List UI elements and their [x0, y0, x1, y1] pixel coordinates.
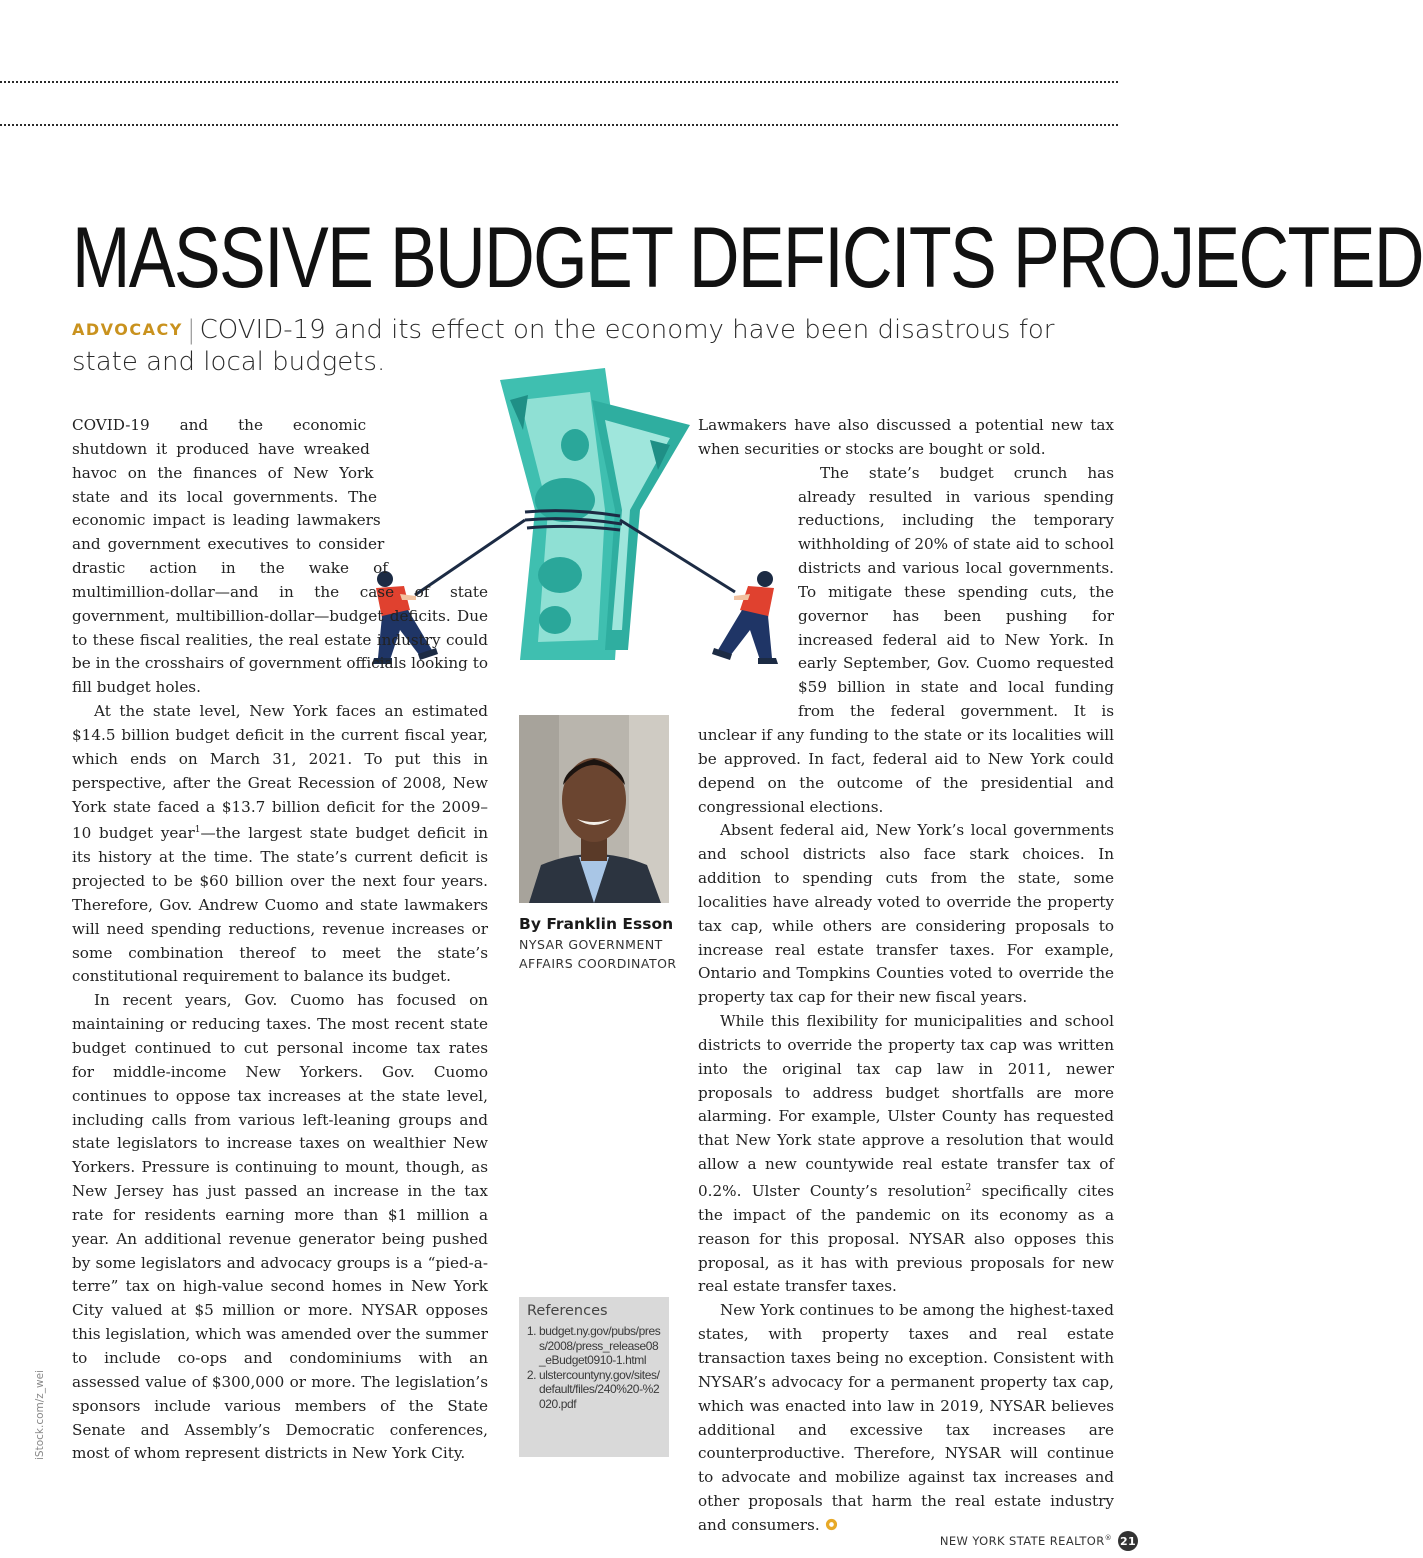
second-dotted-rule: [0, 124, 1118, 126]
left-column: [72, 414, 488, 1466]
end-mark-icon: [825, 1518, 838, 1531]
paragraph: [698, 1299, 1114, 1537]
paragraph-text: —the largest state budget deficit in its history at the time. The state’s current deficit is projected to be $60 billion over the next four years. Therefore, Gov. Andrew Cuomo and state lawmakers will need spending reductions, revenue increases or some combination thereof to meet the state’s constitutional requirement to balance its budget.: [72, 824, 488, 986]
paragraph: The state’s budget crunch has already resulted in various spending reductions, including the temporary withholding of 20% of state aid to school districts and various local governments. To mitigate these spending cuts, the governor has been pushing for increased federal aid to New York. In early September, Gov. Cuomo requested $59 billion in state and local funding from the federal government. It is unclear if any funding to the state or its localities will be approved. In fact, federal aid to New York could depend on the outcome of the presidential and congressional elections.: [698, 463, 1114, 816]
reference-link[interactable]: 1. budget.ny.gov/pubs/press/2008/press_release08_eBudget0910-1.html: [539, 1324, 661, 1368]
paragraph-text: While this flexibility for municipalities and school districts to override the property tax cap was written into the original tax cap law in 2011, newer proposals to address budget shortfalls are more alarming. For example, Ulster County has requested that New York state approve a resolution that would allow a new countywide real estate transfer tax of 0.2%. Ulster County’s resolution: [698, 1012, 1114, 1201]
publication-title: NEW YORK STATE REALTOR: [939, 1534, 1105, 1548]
paragraph-text: At the state level, New York faces an estimated $14.5 billion budget deficit in the current fiscal year, which ends on March 31, 2021. To put this in perspective, after the Great Recession of 2008, New York state faced a $13.7 billion deficit for the 2009–10 budget year: [72, 702, 488, 843]
page-title: MASSIVE BUDGET DEFICITS PROJECTED: [72, 210, 1423, 306]
paragraph-text: New York continues to be among the highest-taxed states, with property taxes and real estate transaction taxes being no exception. Consistent with NYSAR’s advocacy for a permanent property tax cap, which was enacted into law in 2019, NYSAR believes additional and excessive tax increases are counterproductive. Therefore, NYSAR will continue to advocate and mobilize against tax increases and other proposals that harm the real estate industry and consumers.: [698, 1301, 1114, 1534]
footnote-ref: 2: [965, 1183, 972, 1193]
paragraph: [72, 700, 488, 989]
references-list: [527, 1324, 661, 1411]
author-byline: [519, 914, 679, 973]
references-title: References: [527, 1303, 608, 1319]
publication-name: [940, 1534, 1112, 1548]
photo-credit: iStock.com/z_wei: [34, 1369, 46, 1460]
author-name: By Franklin Esson: [519, 915, 674, 933]
author-role: NYSAR GOVERNMENT AFFAIRS COORDINATOR: [519, 937, 677, 971]
paragraph: In recent years, Gov. Cuomo has focused on maintaining or reducing taxes. The most recent state budget continued to cut personal income tax rates for middle-income New Yorkers. Gov. Cuomo continues to oppose tax increases at the state level, including calls from various left-leaning groups and state legislators to increase taxes on wealthier New Yorkers. Pressure is continuing to mount, though, as New Jersey has just passed an increase in the tax rate for residents earning more than $1 million a year. An additional revenue generator being pushed by some legislators and advocacy groups is a “pied-a-terre” tax on high-value second homes in New York City valued at $5 million or more. NYSAR opposes this legislation, which was amended over the summer to include co-ops and condominiums with an assessed value of $300,000 or more. The legislation’s sponsors include various members of the State Senate and Assembly’s Democratic conferences, most of whom represent districts in New York City.: [72, 991, 488, 1463]
deck-separator: |: [186, 315, 196, 345]
top-dotted-rule: [0, 81, 1118, 83]
section-kicker: ADVOCACY: [72, 320, 183, 339]
footnote-ref: 1: [194, 825, 201, 836]
deck-text: COVID-19 and its effect on the economy have been disastrous for state and local budgets.: [72, 315, 1055, 377]
author-photo: [519, 715, 669, 903]
registered-mark: ®: [1104, 1534, 1112, 1543]
right-column: [698, 414, 1114, 1538]
paragraph: COVID-19 and the economic shutdown it produced have wreaked havoc on the finances of New York state and its local governments. The economic impact is leading lawmakers and government executives to consider drastic action in the wake of multimillion-dollar—and in the case of state government, multibillion-dollar—budget deficits. Due to these fiscal realities, the real estate industry could be in the crosshairs of government officials looking to fill budget holes.: [72, 416, 488, 697]
references-box: [519, 1297, 669, 1457]
page-number: 21: [1118, 1531, 1138, 1551]
reference-link[interactable]: 2. ulstercountyny.gov/sites/default/files/240%20-%2020.pdf: [539, 1368, 661, 1412]
illustration-wrap-space: [698, 582, 798, 702]
paragraph: Lawmakers have also discussed a potential new tax when securities or stocks are bought or sold.: [698, 416, 1114, 458]
paragraph-text: specifically cites the impact of the pandemic on its economy as a reason for this proposal. NYSAR also opposes this proposal, as it has with previous proposals for new real estate transfer taxes.: [698, 1182, 1114, 1296]
page-footer: [940, 1531, 1138, 1551]
paragraph: Absent federal aid, New York’s local governments and school districts also face stark choices. In addition to spending cuts from the state, some localities have already voted to override the property tax cap, while others are considering proposals to increase real estate transfer taxes. For example, Ontario and Tompkins Counties voted to override the property tax cap for their new fiscal years.: [698, 821, 1114, 1007]
paragraph: [698, 1010, 1114, 1299]
